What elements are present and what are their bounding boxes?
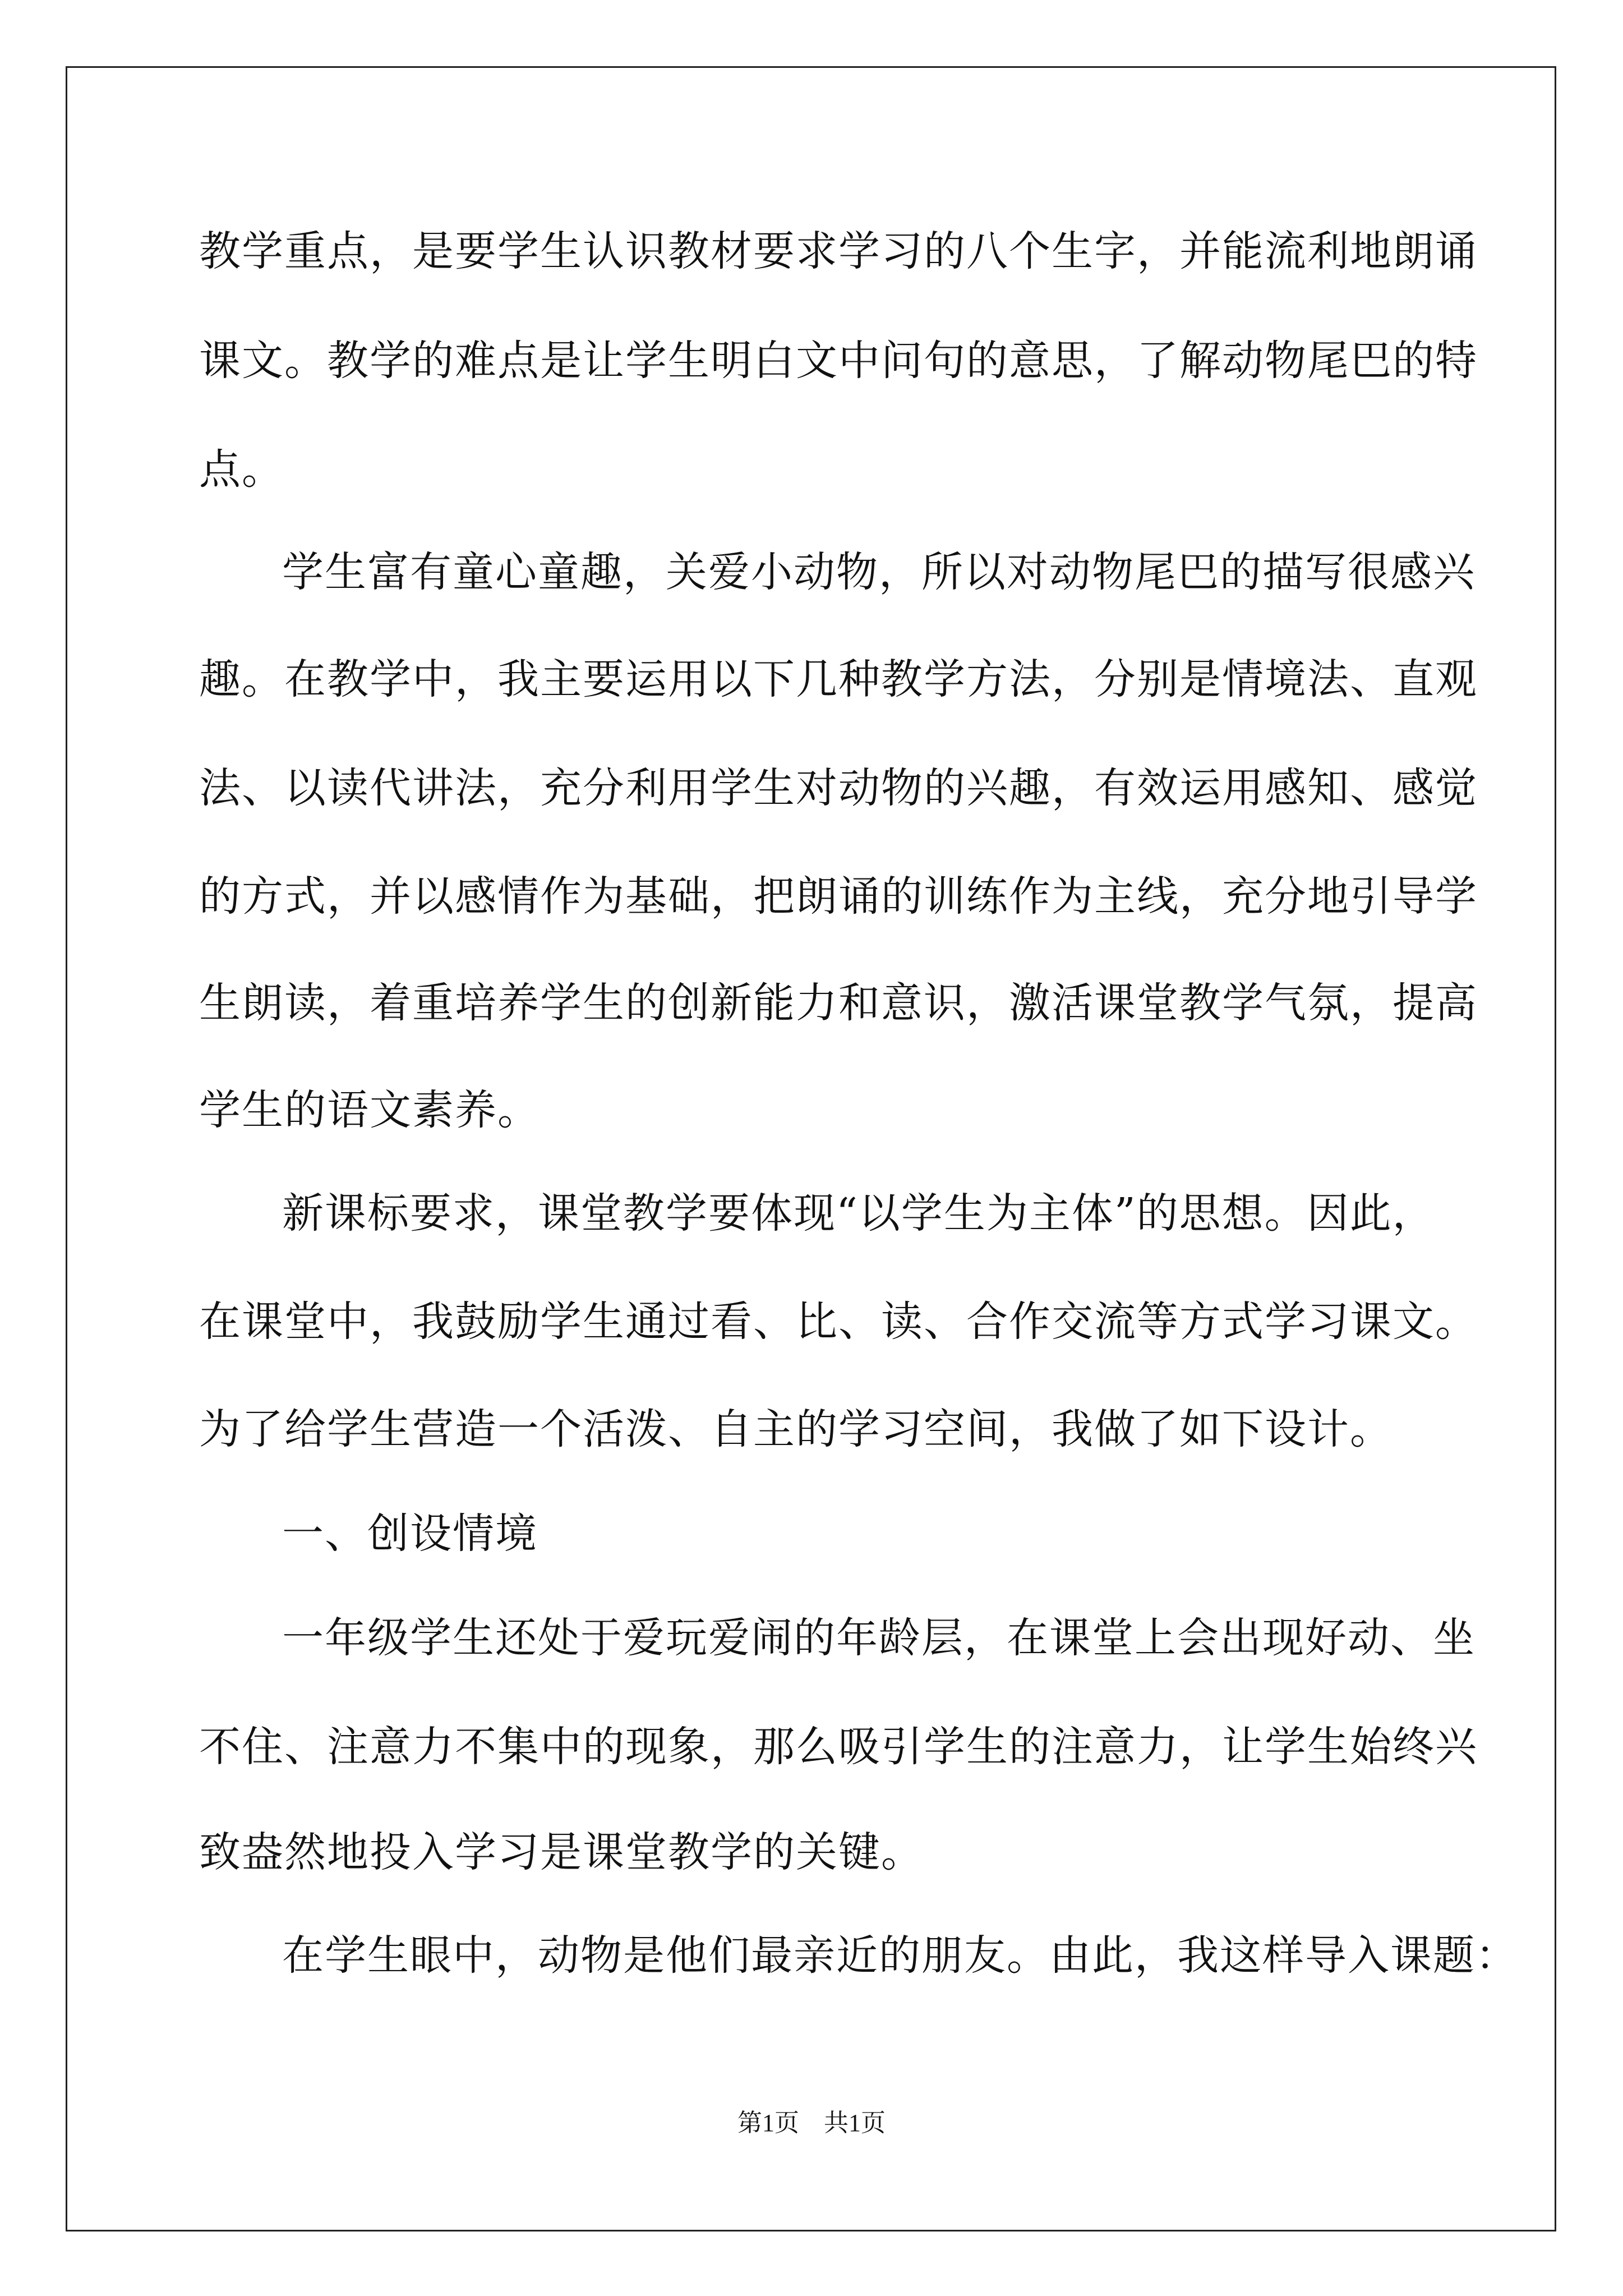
text-line: 新课标要求，课堂教学要体现“以学生为主体”的思想。因此，: [282, 1189, 1435, 1237]
text-line: 点。: [199, 445, 284, 494]
text-line: 生朗读，着重培养学生的创新能力和意识，激活课堂教学气氛，提高: [199, 979, 1478, 1027]
text-line: 课文。教学的难点是让学生明白文中问句的意思，了解动物尾巴的特: [199, 337, 1478, 385]
text-line: 为了给学生营造一个活泼、自主的学习空间，我做了如下设计。: [199, 1405, 1393, 1453]
text-line: 学生的语文素养。: [199, 1086, 540, 1134]
text-line: 趣。在教学中，我主要运用以下几种教学方法，分别是情境法、直观: [199, 655, 1478, 703]
text-line: 在课堂中，我鼓励学生通过看、比、读、合作交流等方式学习课文。: [199, 1297, 1478, 1346]
text-line: 的方式，并以感情作为基础，把朗诵的训练作为主线，充分地引导学: [199, 872, 1478, 921]
section-heading: 一、创设情境: [282, 1510, 538, 1558]
text-line: 教学重点，是要学生认识教材要求学习的八个生字，并能流利地朗诵: [199, 227, 1478, 275]
page-footer: 第1页 共1页: [737, 2109, 886, 2137]
text-line: 致盎然地投入学习是课堂教学的关键。: [199, 1828, 924, 1876]
text-line: 不住、注意力不集中的现象，那么吸引学生的注意力，让学生始终兴: [199, 1723, 1478, 1771]
text-line: 学生富有童心童趣，关爱小动物，所以对动物尾巴的描写很感兴: [282, 548, 1476, 596]
text-line: 在学生眼中，动物是他们最亲近的朋友。由此，我这样导入课题：: [282, 1931, 1518, 1980]
text-line: 法、以读代讲法，充分利用学生对动物的兴趣，有效运用感知、感觉: [199, 764, 1478, 812]
text-line: 一年级学生还处于爱玩爱闹的年龄层，在课堂上会出现好动、坐: [282, 1614, 1476, 1662]
